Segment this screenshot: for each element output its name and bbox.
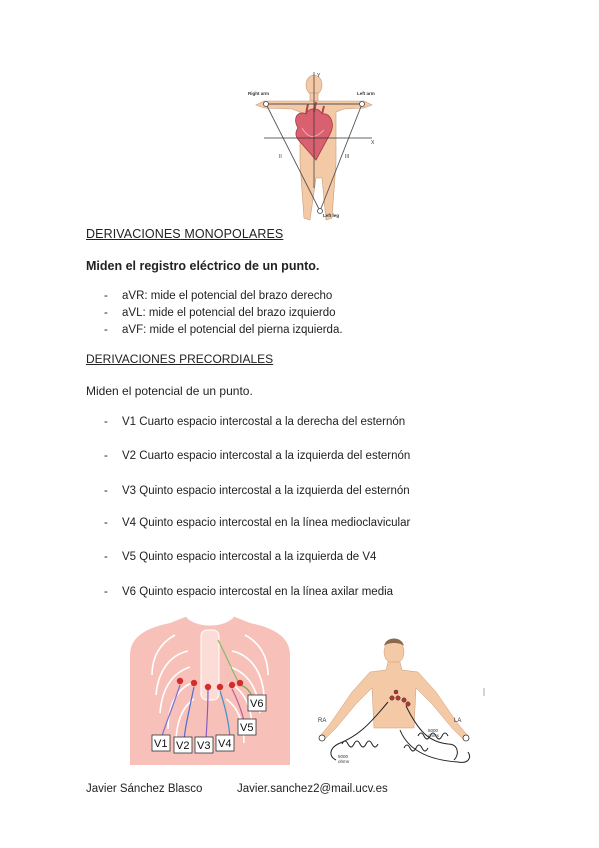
footer-author: Javier Sánchez Blasco [86, 783, 203, 795]
label-v3: V3 [197, 740, 211, 752]
section-title-part1: DERIVACIONES [86, 227, 181, 241]
list-item-text: V4 Quinto espacio intercostal en la línea medioclavicular [122, 517, 411, 529]
section-lead-monopolares: Miden el registro eléctrico de un punto. [86, 259, 320, 273]
label-v4: V4 [218, 738, 232, 750]
label-ohms-left: 5000 ohms [338, 754, 350, 764]
label-v6: V6 [250, 698, 264, 710]
list-item-text: V2 Cuarto espacio intercostal a la izquierda del esternón [122, 450, 411, 462]
precordial-chest-diagram [130, 615, 290, 765]
label-ohms-right: 5000 ohms [428, 728, 440, 738]
label-v2: V2 [176, 740, 190, 752]
label-la: LA [454, 718, 462, 724]
label-left-arm: Left arm [357, 91, 375, 96]
list-item-text: V6 Quinto espacio intercostal en la línea axilar media [122, 586, 394, 598]
list-item-text: aVL: mide el potencial del brazo izquierdo [122, 307, 336, 319]
list-item-text: aVF: mide el potencial del pierna izquierda. [122, 324, 343, 336]
label-ra: RA [318, 718, 327, 724]
footer-email: Javier.sanchez2@mail.ucv.es [237, 783, 388, 795]
list-item-text: V3 Quinto espacio intercostal a la izquierda del esternón [122, 485, 410, 497]
limb-electrodes-diagram [308, 632, 490, 770]
list-item-text: V5 Quinto espacio intercostal a la izquierda de V4 [122, 551, 377, 563]
section-lead-precordiales: Miden el potencial de un punto. [86, 384, 253, 398]
label-left-leg: Left leg [323, 213, 340, 218]
label-v1: V1 [154, 738, 168, 750]
list-item-text: V1 Cuarto espacio intercostal a la derecha del esternón [122, 416, 406, 428]
section-title-part2: MONOPOLARES [180, 227, 284, 241]
section-title-precordiales: DERIVACIONES PRECORDIALES [86, 352, 274, 366]
label-lead-iii: III [345, 154, 350, 160]
label-v5: V5 [240, 722, 254, 734]
einthoven-body-diagram [244, 68, 384, 226]
label-axis-y: Y [317, 73, 321, 79]
label-right-arm: Right arm [248, 91, 270, 96]
list-item-text: aVR: mide el potencial del brazo derecho [122, 290, 333, 302]
label-lead-ii: II [279, 154, 282, 160]
section-title-monopolares [86, 227, 283, 241]
label-axis-x: X [371, 140, 375, 146]
